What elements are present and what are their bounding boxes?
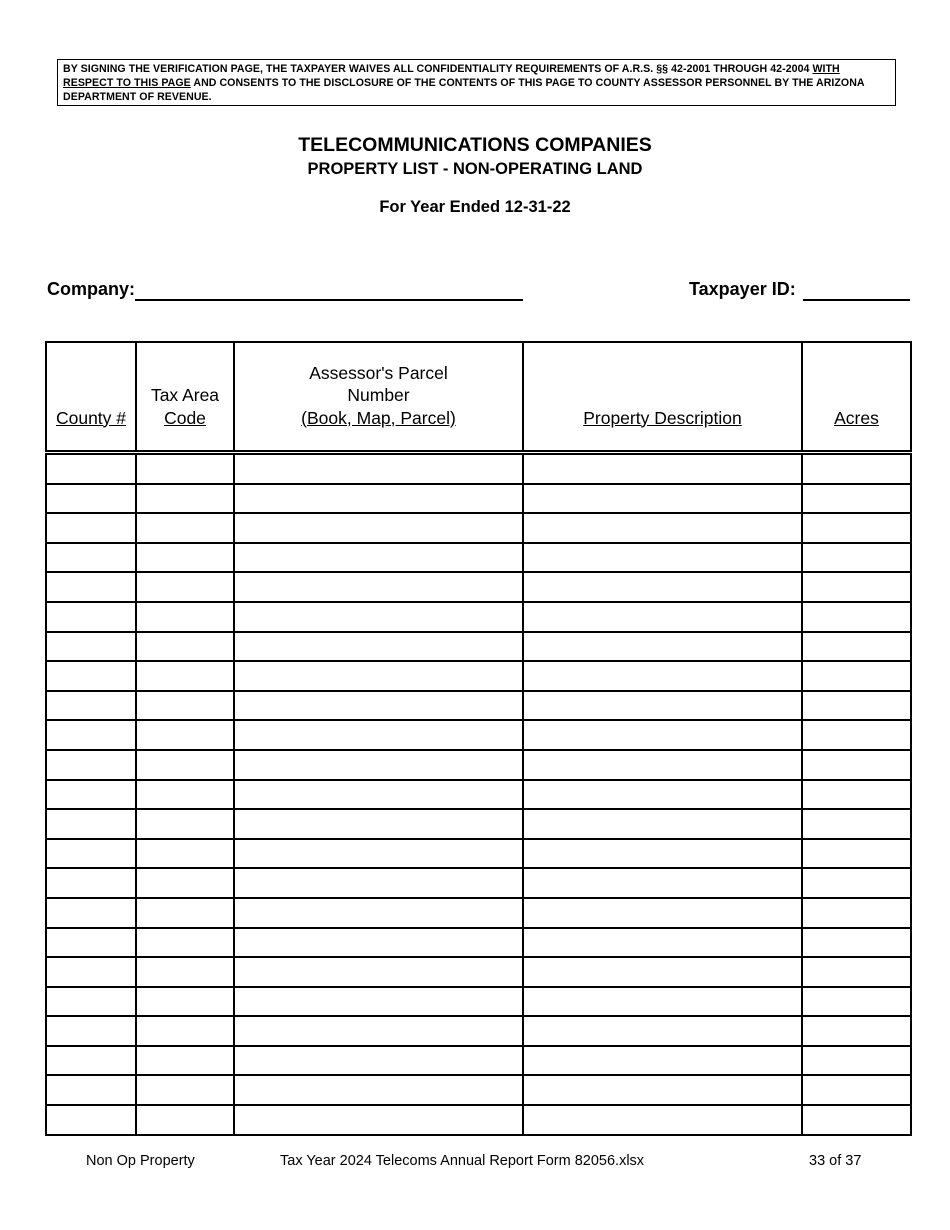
column-header-parcel-number: Assessor's Parcel Number (Book, Map, Parcel) xyxy=(234,342,523,453)
cell-county[interactable] xyxy=(46,780,136,810)
cell-acres[interactable] xyxy=(802,602,911,632)
cell-tax-area-code[interactable] xyxy=(136,1105,234,1135)
table-row xyxy=(46,513,911,543)
footer-page-number: 33 of 37 xyxy=(809,1153,862,1169)
cell-parcel-number[interactable] xyxy=(234,513,523,543)
cell-property-description[interactable] xyxy=(523,720,802,750)
cell-acres[interactable] xyxy=(802,572,911,602)
cell-tax-area-code[interactable] xyxy=(136,691,234,721)
cell-acres[interactable] xyxy=(802,809,911,839)
cell-acres[interactable] xyxy=(802,1075,911,1105)
cell-acres[interactable] xyxy=(802,543,911,573)
cell-county[interactable] xyxy=(46,543,136,573)
cell-county[interactable] xyxy=(46,1016,136,1046)
cell-acres[interactable] xyxy=(802,1046,911,1076)
cell-county[interactable] xyxy=(46,661,136,691)
cell-tax-area-code[interactable] xyxy=(136,572,234,602)
cell-tax-area-code[interactable] xyxy=(136,987,234,1017)
cell-parcel-number[interactable] xyxy=(234,1016,523,1046)
cell-parcel-number[interactable] xyxy=(234,632,523,662)
cell-acres[interactable] xyxy=(802,661,911,691)
cell-acres[interactable] xyxy=(802,868,911,898)
table-row xyxy=(46,632,911,662)
cell-county[interactable] xyxy=(46,1046,136,1076)
cell-property-description[interactable] xyxy=(523,1105,802,1135)
cell-tax-area-code[interactable] xyxy=(136,1075,234,1105)
cell-parcel-number[interactable] xyxy=(234,484,523,514)
cell-county[interactable] xyxy=(46,957,136,987)
column-header-tax-area-code: Tax Area Code xyxy=(136,342,234,453)
cell-tax-area-code[interactable] xyxy=(136,839,234,869)
confidentiality-notice xyxy=(57,59,896,106)
cell-parcel-number[interactable] xyxy=(234,809,523,839)
cell-tax-area-code[interactable] xyxy=(136,513,234,543)
cell-tax-area-code[interactable] xyxy=(136,632,234,662)
cell-property-description[interactable] xyxy=(523,868,802,898)
cell-property-description[interactable] xyxy=(523,987,802,1017)
cell-acres[interactable] xyxy=(802,1105,911,1135)
form-subtitle: PROPERTY LIST - NON-OPERATING LAND xyxy=(307,160,643,178)
table-row xyxy=(46,1016,911,1046)
cell-acres[interactable] xyxy=(802,987,911,1017)
cell-acres[interactable] xyxy=(802,484,911,514)
table-row xyxy=(46,957,911,987)
cell-tax-area-code[interactable] xyxy=(136,453,234,484)
cell-county[interactable] xyxy=(46,898,136,928)
cell-acres[interactable] xyxy=(802,720,911,750)
cell-parcel-number[interactable] xyxy=(234,720,523,750)
cell-county[interactable] xyxy=(46,928,136,958)
cell-acres[interactable] xyxy=(802,750,911,780)
cell-property-description[interactable] xyxy=(523,898,802,928)
company-label: Company: xyxy=(47,279,136,299)
cell-county[interactable] xyxy=(46,720,136,750)
cell-property-description[interactable] xyxy=(523,484,802,514)
cell-tax-area-code[interactable] xyxy=(136,1046,234,1076)
notice-text-underlined: WITH RESPECT TO THIS PAGE xyxy=(63,63,840,89)
year-line: For Year Ended 12-31-22 xyxy=(379,198,571,216)
cell-property-description[interactable] xyxy=(523,957,802,987)
table-row xyxy=(46,809,911,839)
cell-county[interactable] xyxy=(46,602,136,632)
cell-tax-area-code[interactable] xyxy=(136,543,234,573)
cell-parcel-number[interactable] xyxy=(234,750,523,780)
cell-tax-area-code[interactable] xyxy=(136,1016,234,1046)
cell-parcel-number[interactable] xyxy=(234,839,523,869)
cell-property-description[interactable] xyxy=(523,572,802,602)
cell-county[interactable] xyxy=(46,513,136,543)
table-row xyxy=(46,780,911,810)
cell-parcel-number[interactable] xyxy=(234,1075,523,1105)
cell-acres[interactable] xyxy=(802,513,911,543)
table-row xyxy=(46,898,911,928)
cell-property-description[interactable] xyxy=(523,750,802,780)
column-header-acres: Acres xyxy=(802,342,911,453)
cell-acres[interactable] xyxy=(802,957,911,987)
table-row xyxy=(46,750,911,780)
form-title: TELECOMMUNICATIONS COMPANIES xyxy=(298,134,652,156)
cell-parcel-number[interactable] xyxy=(234,868,523,898)
cell-property-description[interactable] xyxy=(523,691,802,721)
cell-acres[interactable] xyxy=(802,453,911,484)
cell-county[interactable] xyxy=(46,632,136,662)
cell-acres[interactable] xyxy=(802,898,911,928)
column-header-county: County # xyxy=(46,342,136,453)
table-row xyxy=(46,1075,911,1105)
table-row xyxy=(46,1105,911,1135)
table-row xyxy=(46,1046,911,1076)
cell-parcel-number[interactable] xyxy=(234,957,523,987)
cell-parcel-number[interactable] xyxy=(234,572,523,602)
cell-county[interactable] xyxy=(46,572,136,602)
table-row xyxy=(46,602,911,632)
cell-county[interactable] xyxy=(46,809,136,839)
notice-text-part2: AND CONSENTS TO THE DISCLOSURE OF THE CONTENTS OF THIS PAGE TO COUNTY ASSESSOR PERSONNEL BY THE ARIZONA DEPARTMENT OF REVENUE. xyxy=(63,77,865,103)
cell-property-description[interactable] xyxy=(523,661,802,691)
cell-tax-area-code[interactable] xyxy=(136,780,234,810)
cell-county[interactable] xyxy=(46,987,136,1017)
cell-property-description[interactable] xyxy=(523,1046,802,1076)
table-row xyxy=(46,543,911,573)
cell-property-description[interactable] xyxy=(523,780,802,810)
cell-tax-area-code[interactable] xyxy=(136,602,234,632)
cell-parcel-number[interactable] xyxy=(234,602,523,632)
cell-property-description[interactable] xyxy=(523,632,802,662)
company-field[interactable] xyxy=(135,299,523,301)
cell-acres[interactable] xyxy=(802,691,911,721)
table-row xyxy=(46,484,911,514)
property-list-table xyxy=(45,341,912,1136)
cell-county[interactable] xyxy=(46,1075,136,1105)
table-header-row xyxy=(46,342,911,453)
taxpayer-id-field[interactable] xyxy=(803,299,910,301)
cell-tax-area-code[interactable] xyxy=(136,484,234,514)
cell-tax-area-code[interactable] xyxy=(136,957,234,987)
table-row xyxy=(46,453,911,484)
cell-county[interactable] xyxy=(46,484,136,514)
cell-parcel-number[interactable] xyxy=(234,691,523,721)
column-header-property-description: Property Description xyxy=(523,342,802,453)
cell-acres[interactable] xyxy=(802,632,911,662)
cell-property-description[interactable] xyxy=(523,602,802,632)
cell-parcel-number[interactable] xyxy=(234,1046,523,1076)
cell-parcel-number[interactable] xyxy=(234,661,523,691)
notice-text-part1: BY SIGNING THE VERIFICATION PAGE, THE TAXPAYER WAIVES ALL CONFIDENTIALITY REQUIREMENTS OF A.R.S. §§ 42-2001 THROUGH 42-2004 xyxy=(63,63,813,75)
cell-parcel-number[interactable] xyxy=(234,928,523,958)
cell-parcel-number[interactable] xyxy=(234,898,523,928)
cell-acres[interactable] xyxy=(802,839,911,869)
cell-acres[interactable] xyxy=(802,1016,911,1046)
cell-property-description[interactable] xyxy=(523,809,802,839)
cell-county[interactable] xyxy=(46,453,136,484)
cell-tax-area-code[interactable] xyxy=(136,868,234,898)
table-row xyxy=(46,691,911,721)
cell-tax-area-code[interactable] xyxy=(136,661,234,691)
cell-acres[interactable] xyxy=(802,928,911,958)
cell-tax-area-code[interactable] xyxy=(136,928,234,958)
cell-county[interactable] xyxy=(46,839,136,869)
table-row xyxy=(46,839,911,869)
table-row xyxy=(46,661,911,691)
cell-tax-area-code[interactable] xyxy=(136,809,234,839)
footer-sheet-name: Non Op Property xyxy=(86,1153,195,1169)
table-row xyxy=(46,868,911,898)
footer-file-name: Tax Year 2024 Telecoms Annual Report Form 82056.xlsx xyxy=(280,1153,645,1169)
cell-property-description[interactable] xyxy=(523,839,802,869)
table-body xyxy=(46,453,911,1135)
cell-parcel-number[interactable] xyxy=(234,543,523,573)
cell-property-description[interactable] xyxy=(523,513,802,543)
cell-parcel-number[interactable] xyxy=(234,987,523,1017)
cell-acres[interactable] xyxy=(802,780,911,810)
table-row xyxy=(46,928,911,958)
cell-tax-area-code[interactable] xyxy=(136,750,234,780)
cell-county[interactable] xyxy=(46,750,136,780)
cell-parcel-number[interactable] xyxy=(234,453,523,484)
table-row xyxy=(46,987,911,1017)
cell-county[interactable] xyxy=(46,691,136,721)
cell-county[interactable] xyxy=(46,1105,136,1135)
table-row xyxy=(46,720,911,750)
table-row xyxy=(46,572,911,602)
cell-property-description[interactable] xyxy=(523,1075,802,1105)
cell-property-description[interactable] xyxy=(523,1016,802,1046)
cell-property-description[interactable] xyxy=(523,453,802,484)
cell-parcel-number[interactable] xyxy=(234,1105,523,1135)
cell-property-description[interactable] xyxy=(523,928,802,958)
cell-county[interactable] xyxy=(46,868,136,898)
cell-tax-area-code[interactable] xyxy=(136,720,234,750)
cell-property-description[interactable] xyxy=(523,543,802,573)
cell-tax-area-code[interactable] xyxy=(136,898,234,928)
taxpayer-id-label: Taxpayer ID: xyxy=(689,279,796,299)
cell-parcel-number[interactable] xyxy=(234,780,523,810)
